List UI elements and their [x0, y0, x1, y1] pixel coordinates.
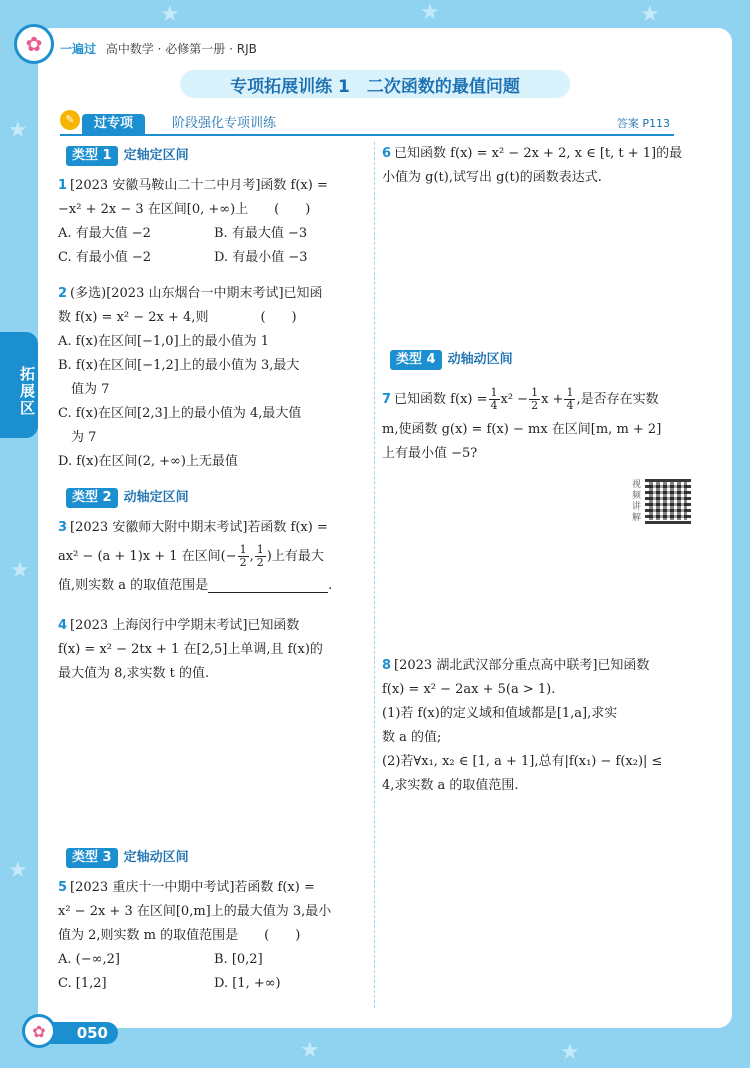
question-2: 2 (多选)[2023 山东烟台一中期末考试]已知函 数 f(x) = x² − 2x + 4,则 ( ) A. f(x)在区间[−1,0]上的最小值为 1 B. f(x)在区间[−1,2]上的最小值为 3,最大 值为 7 C. f(x)在区间[2,3]上的最小值为 4,最大值 为 7 D. f(x)在区间(2, +∞)上无最值 — [58, 282, 370, 474]
type-4-heading: 类型 4 动轴动区间 — [382, 350, 521, 370]
option: 为 7 — [58, 430, 97, 445]
background-star: ★ — [560, 1040, 580, 1065]
question-1: 1 [2023 安徽马鞍山二十二中月考]函数 f(x) = −x² + 2x − 3 在区间[0, +∞)上 ( ) A. 有最大值 −2 B. 有最大值 −3 C. 有最小值 −2 D. 有最小值 −3 — [58, 174, 370, 270]
book-info: 高中数学 · 必修第一册 · RJB — [105, 42, 257, 56]
type-3-heading: 类型 3 定轴动区间 — [58, 848, 197, 868]
fraction: $\frac{1}{2}$ — [531, 386, 539, 412]
question-number: 1 — [58, 178, 68, 193]
qr-code-pattern — [649, 482, 687, 520]
type-2-heading: 类型 2 动轴定区间 — [58, 488, 197, 508]
background-star: ★ — [160, 2, 180, 27]
fraction: $\frac{1}{2}$ — [239, 543, 247, 569]
question-number: 7 — [382, 392, 392, 407]
question-number: 8 — [382, 658, 392, 673]
type-1-heading: 类型 1 定轴定区间 — [58, 146, 197, 166]
side-tab: 拓展区 — [0, 332, 38, 438]
option: A. f(x)在区间[−1,0]上的最小值为 1 — [58, 334, 270, 349]
answer-blank[interactable] — [208, 579, 328, 593]
question-number: 5 — [58, 880, 68, 895]
question-number: 2 — [58, 286, 68, 301]
section-badge-icon: ✎ — [60, 110, 80, 130]
question-3: 3 [2023 安徽师大附中期末考试]若函数 f(x) = ax² − (a + 1)x + 1 在区间(− $\frac{1}{2}$ , $\frac{1}{2}$ )上有最大 值,则实数 a 的取值范围是 . — [58, 520, 333, 593]
fraction: $\frac{1}{4}$ — [490, 386, 498, 412]
question-number: 6 — [382, 146, 392, 161]
question-4: 4 [2023 上海闵行中学期末考试]已知函数 f(x) = x² − 2tx + 1 在[2,5]上单调,且 f(x)的 最大值为 8,求实数 t 的值. — [58, 618, 323, 681]
option: C. [1,2] — [58, 976, 107, 991]
fraction: $\frac{1}{4}$ — [566, 386, 574, 412]
option: D. f(x)在区间(2, +∞)上无最值 — [58, 454, 238, 469]
answer-reference: 答案 P113 — [616, 117, 670, 130]
brand-name: 一遍过 — [60, 42, 97, 56]
background-star: ★ — [8, 118, 28, 143]
page-title: 专项拓展训练 1 二次函数的最值问题 — [180, 70, 570, 98]
option: C. 有最小值 −2 — [58, 250, 152, 265]
question-6: 6 已知函数 f(x) = x² − 2x + 2, x ∈ [t, t + 1]的最 小值为 g(t),试写出 g(t)的函数表达式. — [382, 146, 683, 185]
background-star: ★ — [300, 1038, 320, 1063]
mascot-icon: ✿ — [22, 1014, 56, 1048]
background-star: ★ — [640, 2, 660, 27]
question-number: 4 — [58, 618, 68, 633]
background-star: ★ — [8, 858, 28, 883]
option: 值为 7 — [58, 382, 110, 397]
question-number: 3 — [58, 520, 68, 535]
section-tag: 过专项 — [82, 114, 145, 134]
qr-label: 视频讲解 — [632, 480, 642, 523]
column-divider — [374, 142, 375, 1008]
page-number: 050 — [38, 1022, 118, 1044]
section-header — [60, 114, 674, 136]
option: B. 有最大值 −3 — [214, 226, 308, 241]
book-header — [60, 40, 257, 57]
option: B. [0,2] — [214, 952, 263, 967]
background-star: ★ — [420, 0, 440, 25]
option: B. f(x)在区间[−1,2]上的最小值为 3,最大 — [58, 358, 300, 373]
option: A. (−∞,2] — [58, 952, 120, 967]
question-5: 5 [2023 重庆十一中期中考试]若函数 f(x) = x² − 2x + 3 在区间[0,m]上的最大值为 3,最小 值为 2,则实数 m 的取值范围是 ( ) A. (−∞,2] B. [0,2] C. [1,2] D. [1, +∞) — [58, 876, 370, 996]
option: D. 有最小值 −3 — [214, 250, 308, 265]
background-star: ★ — [10, 558, 30, 583]
mascot-icon: ✿ — [14, 24, 54, 64]
fraction: $\frac{1}{2}$ — [256, 543, 264, 569]
question-7: 7 已知函数 f(x) = $\frac{1}{4}$ x² − $\frac{1}{2}$ x + $\frac{1}{4}$ ,是否存在实数 m,使函数 g(x) = f(x) − mx 在区间[m, m + 2] 上有最小值 −5? — [382, 386, 662, 461]
question-8: 8 [2023 湖北武汉部分重点高中联考]已知函数 f(x) = x² − 2ax + 5(a > 1). (1)若 f(x)的定义域和值域都是[1,a],求实 数 a 的值; (2)若∀x₁, x₂ ∈ [1, a + 1],总有|f(x₁) − f(x₂)| ≤ 4,求实数 a 的取值范围. — [382, 658, 663, 793]
option: C. f(x)在区间[2,3]上的最小值为 4,最大值 — [58, 406, 302, 421]
option: A. 有最大值 −2 — [58, 226, 151, 241]
option: D. [1, +∞) — [214, 976, 281, 991]
section-subtitle: 阶段强化专项训练 — [172, 116, 277, 131]
